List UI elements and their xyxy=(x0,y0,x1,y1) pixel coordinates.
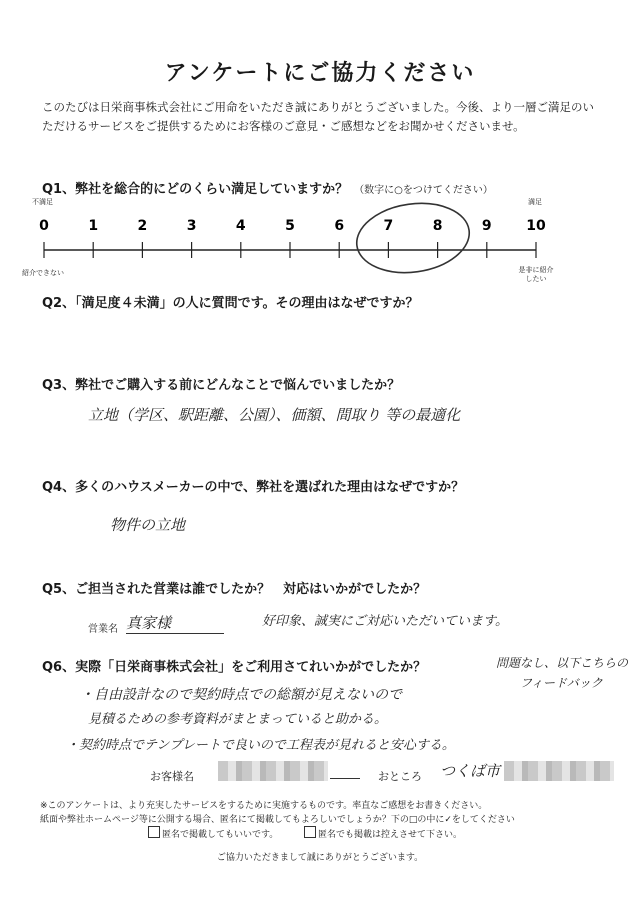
option-anonymous-ok[interactable] xyxy=(148,826,278,840)
scale-right-top-label: 満足 xyxy=(528,198,542,206)
intro-text: このたびは日栄商事株式会社にご用命をいただき誠にありがとうございました。今後、より一層ご満足のいただけるサービスをご提供するためにお客様のご意見・ご感想などをお聞かせくださいませ。 xyxy=(42,100,594,133)
answer-circle xyxy=(352,200,474,280)
q5-question: Q5、ご担当された営業は誰でしたか？ 対応はいかがでしたか？ xyxy=(42,582,427,597)
option-anonymous-ok-label: 匿名で掲載してもいいです。 xyxy=(162,830,279,840)
scale-number-7[interactable]: 7 xyxy=(383,218,394,234)
q3-question: Q3、弊社でご購入する前にどんなことで悩んでいましたか？ xyxy=(42,378,401,393)
scale-number-0[interactable]: 0 xyxy=(39,218,49,234)
sales-name-label: 営業名 xyxy=(88,624,118,635)
footer-note-1: ※このアンケートは、より充実したサービスをするために実施するものです。率直なご感想をお書きください。 xyxy=(40,801,488,811)
thanks-text: ご協力いただきまして誠にありがとうございます。 xyxy=(216,853,424,863)
q6-bullet-1a: ・自由設計なので契約時点での総額が見えないので xyxy=(80,687,402,703)
customer-name-label: お客様名 xyxy=(150,770,194,783)
checkbox-anonymous-ng[interactable] xyxy=(304,826,316,838)
option-anonymous-ng-label: 匿名でも掲載は控えさせて下さい。 xyxy=(318,830,463,840)
scale-number-4[interactable]: 4 xyxy=(235,218,246,234)
q1-text: Q1、弊社を総合的にどのくらい満足していますか？ xyxy=(42,182,349,197)
address-value: つくば市 xyxy=(440,762,501,780)
footer-note-2: 紙面や弊社ホームページ等に公開する場合、匿名にて掲載してもよろしいでしょうか？下の□の中に✓をしてください xyxy=(40,815,515,825)
q4-question: Q4、多くのハウスメーカーの中で、弊社を選ばれた理由はなぜですか？ xyxy=(42,480,465,495)
address-label: おところ xyxy=(378,770,422,783)
q6-bullet-1b: 見積るための参考資料がまとまっていると助かる。 xyxy=(88,712,388,727)
scale-left-bottom-label: 紹介できない xyxy=(22,269,64,277)
scale-number-6[interactable]: 6 xyxy=(334,218,345,234)
q6-side-note-line2: フィードバック xyxy=(520,676,603,690)
scale-number-1[interactable]: 1 xyxy=(88,218,99,234)
q6-bullet-2: ・契約時点でテンプレートで良いので工程表が見れると安心する。 xyxy=(66,738,455,753)
q1-note: （数字に○をつけてください） xyxy=(354,185,493,196)
q4-answer: 物件の立地 xyxy=(110,516,186,534)
scale-number-9[interactable]: 9 xyxy=(481,218,492,234)
scale-number-3[interactable]: 3 xyxy=(186,218,197,234)
customer-name-redacted xyxy=(218,761,328,781)
q6-question: Q6、実際「日栄商事株式会社」をご利用さてれいかがでしたか？ xyxy=(42,660,427,675)
scale-number-2[interactable]: 2 xyxy=(137,218,148,234)
scale-left-top-label: 不満足 xyxy=(32,198,53,206)
q6-side-note-line1: 問題なし、以下こちらの xyxy=(496,656,629,670)
scale-number-10[interactable]: 10 xyxy=(526,218,546,234)
scale-right-bottom-label: 是非に紹介したい xyxy=(518,266,554,283)
q2-question: Q2、「満足度４未満」の人に質問です。その理由はなぜですか？ xyxy=(42,296,419,311)
scale-number-8[interactable]: 8 xyxy=(432,218,443,234)
page-title: アンケートにご協力ください xyxy=(164,61,476,86)
scale-number-5[interactable]: 5 xyxy=(285,218,295,234)
address-redacted xyxy=(504,761,614,781)
satisfaction-scale xyxy=(0,200,640,280)
customer-name-line xyxy=(330,778,360,779)
checkbox-anonymous-ok[interactable] xyxy=(148,826,160,838)
q1-question xyxy=(42,178,493,197)
option-anonymous-ng[interactable] xyxy=(304,826,462,840)
q5-answer: 好印象、誠実にご対応いただいています。 xyxy=(262,614,508,629)
sales-name-value: 真家様 xyxy=(126,612,224,634)
q3-answer: 立地（学区、駅距離、公園）、価額、間取り 等の最適化 xyxy=(88,406,461,424)
